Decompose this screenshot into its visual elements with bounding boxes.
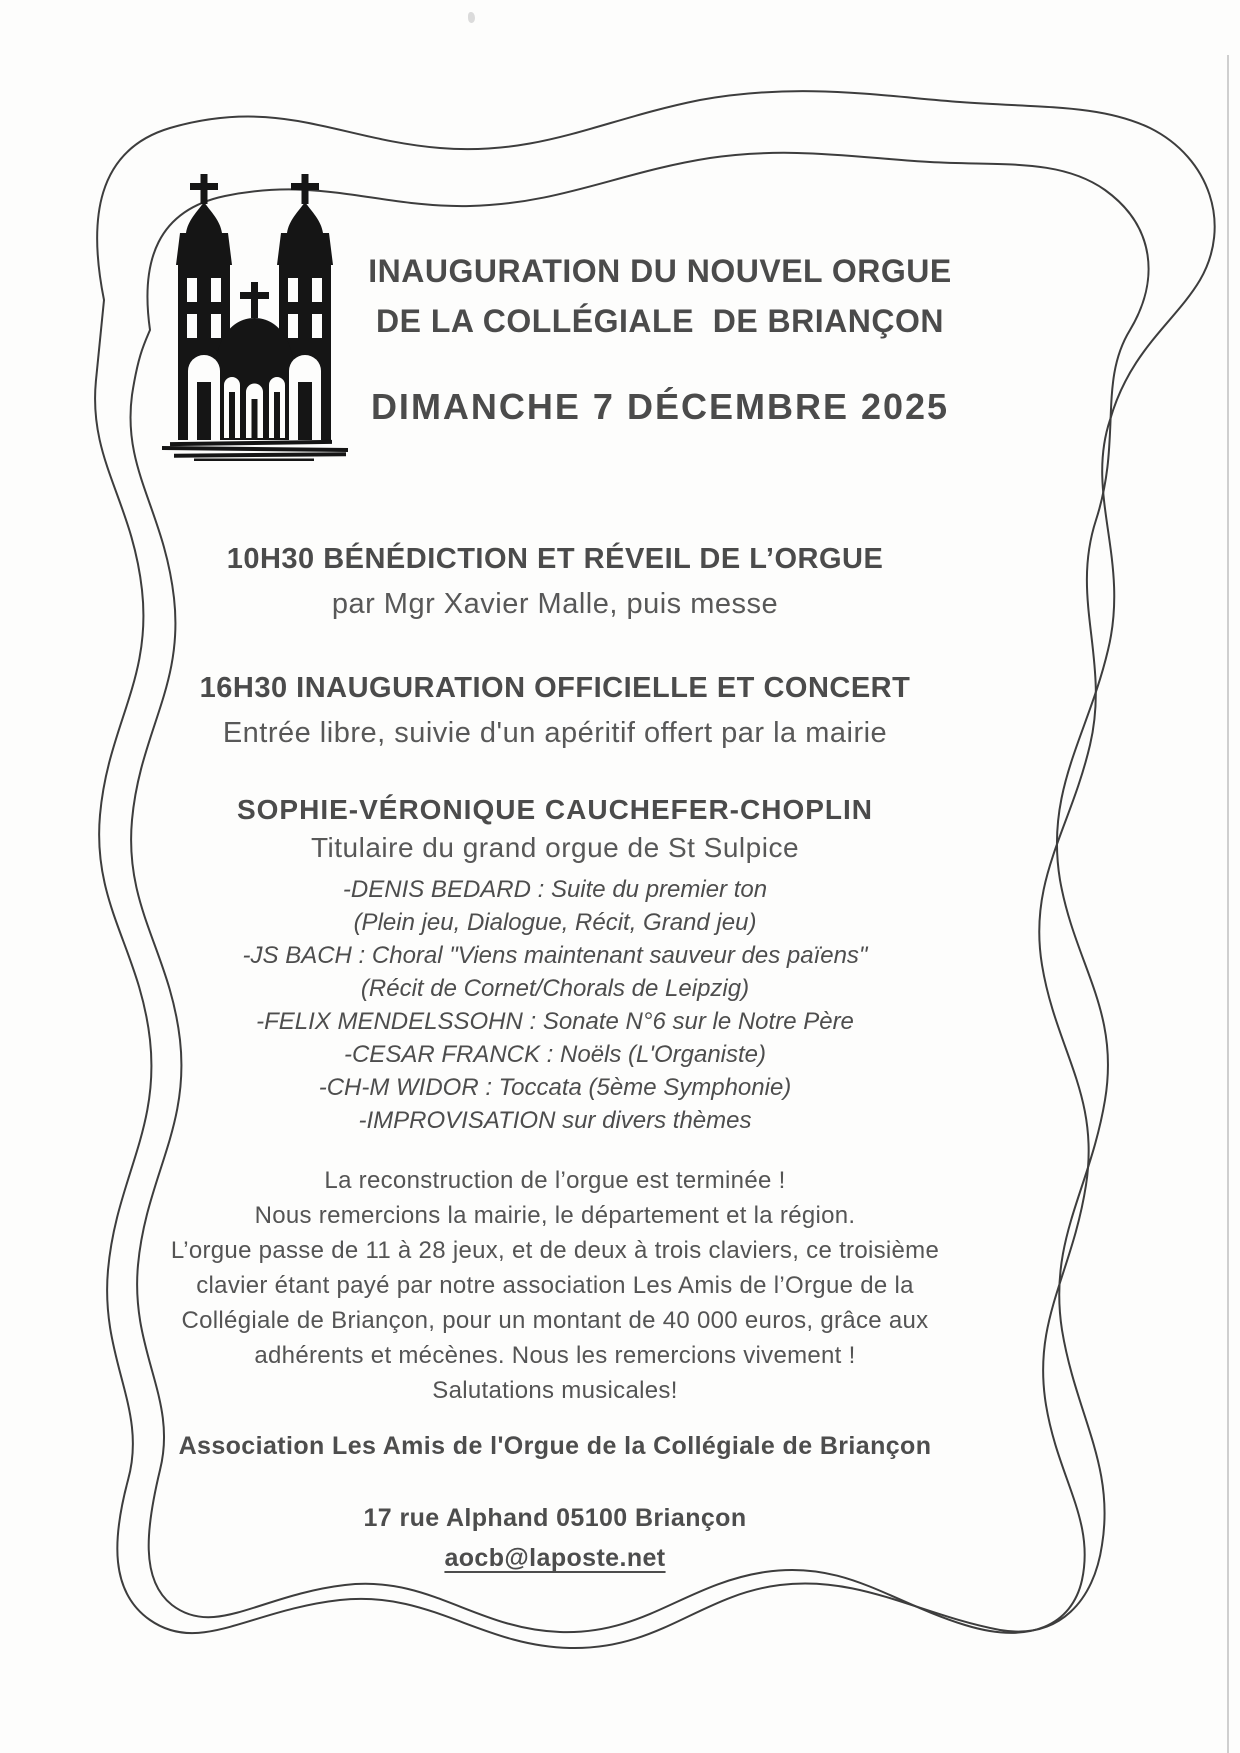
organist-title: Titulaire du grand orgue de St Sulpice [310,832,800,863]
email-link[interactable]: aocb@laposte.net [444,1544,666,1572]
organist-name: SOPHIE-VÉRONIQUE CAUCHEFER-CHOPLIN [236,794,874,825]
church-icon [152,170,357,462]
message-line: Nous remercions la mairie, le département et la région. [254,1202,856,1229]
message-line: L’orgue passe de 11 à 28 jeux, et de deux à trois claviers, ce troisième [170,1237,940,1264]
program-line: (Plein jeu, Dialogue, Récit, Grand jeu) [353,909,757,936]
scan-edge-line [1227,55,1229,1753]
message-paragraph [130,1163,980,1408]
program-line: (Récit de Cornet/Chorals de Leipzig) [360,975,750,1002]
message-line: adhérents et mécènes. Nous les remercions vivement ! [254,1342,856,1369]
association-name: Association Les Amis de l'Orgue de la Collégiale de Briançon [178,1432,932,1460]
program-list [130,873,980,1137]
afternoon-subline: Entrée libre, suivie d'un apéritif offert par la mairie [222,717,888,749]
afternoon-heading: 16H30 INAUGURATION OFFICIELLE ET CONCERT [199,672,911,704]
program-line: -IMPROVISATION sur divers thèmes [358,1107,752,1134]
morning-heading: 10H30 BÉNÉDICTION ET RÉVEIL DE L’ORGUE [226,543,884,575]
email-row [130,1544,980,1573]
morning-subline: par Mgr Xavier Malle, puis messe [331,588,779,620]
program-line: -CH-M WIDOR : Toccata (5ème Symphonie) [318,1074,792,1101]
program-line: -FELIX MENDELSSOHN : Sonate N°6 sur le Notre Père [256,1008,854,1035]
page-title-line-1: INAUGURATION DU NOUVEL ORGUE [368,253,952,289]
message-line: Collégiale de Briançon, pour un montant de 40 000 euros, grâce aux [181,1307,929,1334]
scan-speck [468,12,475,23]
message-line: Salutations musicales! [432,1377,678,1404]
event-date: DIMANCHE 7 DÉCEMBRE 2025 [370,386,950,427]
program-line: -DENIS BEDARD : Suite du premier ton [342,876,768,903]
program-line: -CESAR FRANCK : Noëls (L'Organiste) [343,1041,766,1068]
message-line: clavier étant payé par notre association Les Amis de l’Orgue de la [196,1272,914,1299]
title-block [330,246,990,346]
association-address: 17 rue Alphand 05100 Briançon [363,1504,747,1532]
page-title-line-2: DE LA COLLÉGIALE DE BRIANÇON [376,303,944,339]
program-line: -JS BACH : Choral "Viens maintenant sauveur des païens" [242,942,868,969]
message-line: La reconstruction de l’orgue est terminée ! [324,1167,786,1194]
